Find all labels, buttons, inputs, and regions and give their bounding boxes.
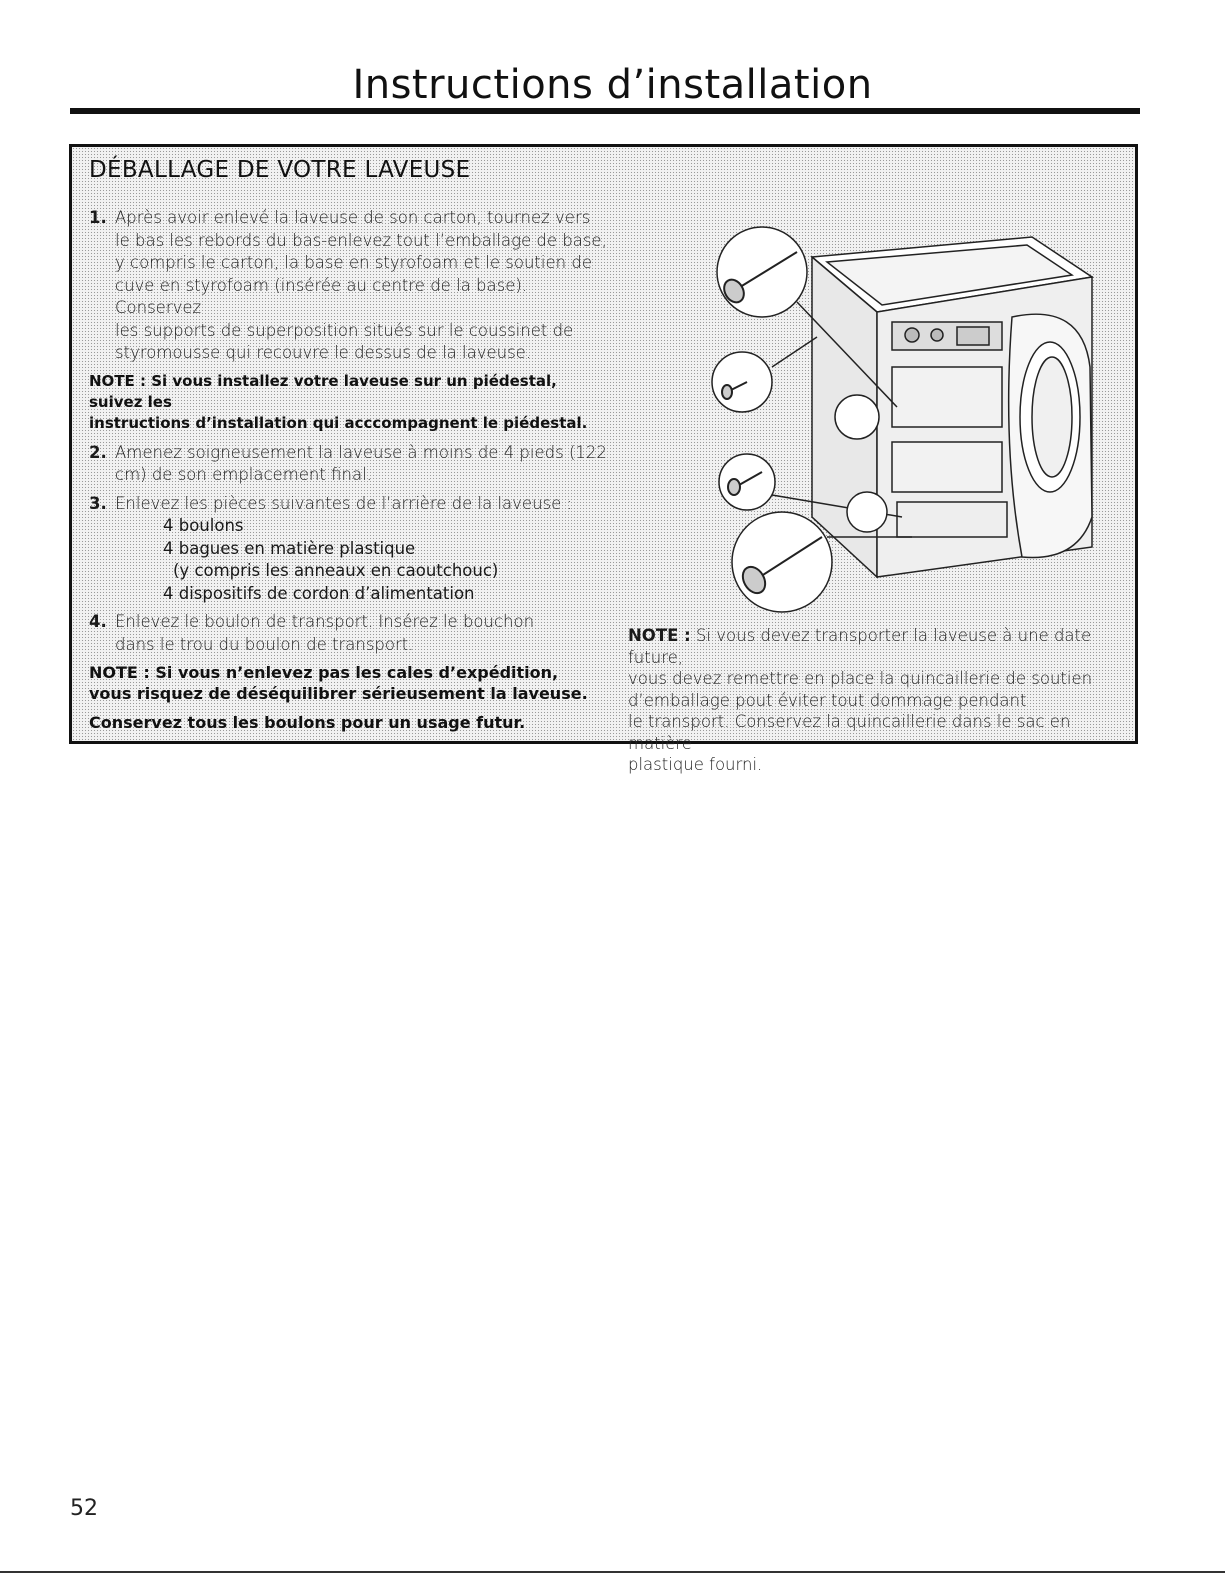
note-text: Si vous devez transporter la laveuse à une date future, vous devez remettre en place la quincaillerie de soutien d’emballage pout éviter tout dommage pendant le transport. Conservez la quincaillerie dans le sac en matière plastique fourni. (628, 626, 1093, 774)
section-title: DÉBALLAGE DE VOTRE LAVEUSE (89, 157, 471, 183)
page-number: 52 (70, 1496, 98, 1521)
step-1 (89, 207, 609, 365)
step-text: Enlevez le boulon de transport. Insérez le bouchon dans le trou du boulon de transport. (115, 612, 535, 654)
title-rule (70, 108, 1140, 114)
part-rings: (y compris les anneaux en caoutchouc) (173, 561, 499, 580)
page-title: Instructions d’installation (352, 62, 873, 108)
instructions-column (89, 207, 609, 741)
note-label: NOTE : (628, 626, 691, 645)
section-unpacking (69, 144, 1138, 774)
bottom-rule (0, 1571, 1225, 1573)
step-number: 1. (89, 208, 107, 227)
step-text: Amenez soigneusement la laveuse à moins de 4 pieds (122 cm) de son emplacement final. (115, 442, 607, 484)
step-number: 4. (89, 612, 107, 631)
note-keep-bolts: Conservez tous les boulons pour un usage futur. (89, 713, 526, 732)
part-bolts: 4 boulons (163, 516, 244, 535)
note-shipping: NOTE : Si vous n’enlevez pas les cales d’expédition, vous risquez de déséquilibrer sérieusement la laveuse. (89, 663, 588, 703)
step-4 (89, 611, 609, 656)
washer-back-illustration (702, 217, 1102, 617)
step-2 (89, 442, 609, 487)
step-3 (89, 493, 609, 606)
step-text: Après avoir enlevé la laveuse de son carton, tournez vers le bas les rebords du bas-enlevez tout l’emballage de base, y compris le carton, la base en styrofoam et le soutien de cuve en styrofoam (insérée au centre de la base). Conservez les supports de superposition situés sur le coussinet de styromousse qui recouvre le dessus de la laveuse. (115, 208, 607, 362)
transport-note (628, 625, 1128, 776)
step-number: 2. (89, 442, 107, 462)
part-cord: 4 dispositifs de cordon d’alimentation (163, 583, 475, 603)
step-text: Enlevez les pièces suivantes de l’arrière de la laveuse : (115, 493, 573, 513)
part-bushings: 4 bagues en matière plastique (163, 538, 416, 558)
step-number: 3. (89, 493, 107, 513)
note-pedestal: NOTE : Si vous installez votre laveuse sur un piédestal, suivez les instructions d’installation qui acccompagnent le piédestal. (89, 371, 588, 432)
